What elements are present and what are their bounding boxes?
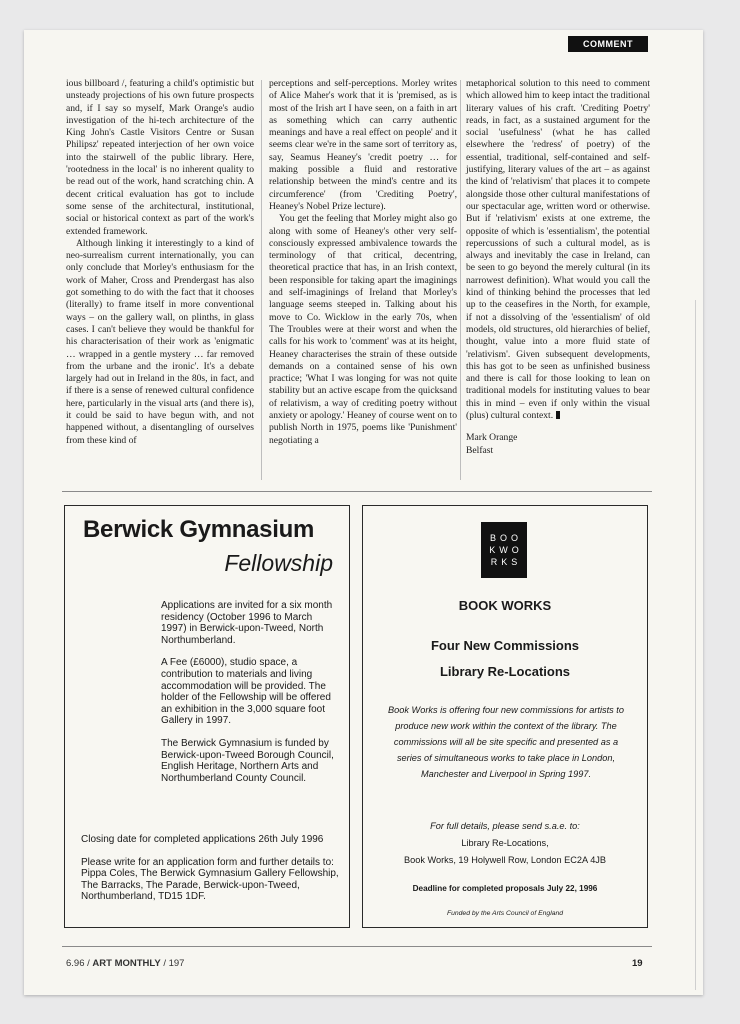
article-paragraph: ious billboard /, featuring a child's optimistic but unsteady projections of his own future prospects and, if I say so myself, Mark Orange's audio investigation of the hi-tech architecture of the King John's Castle Visitors Centre or Susan Philipsz' repeated interjection of her own voice into the stairwell of the public library. Here, 'rootedness in the local' is no inherent quality to be read out of the work, hand scratching chin. A decent critical evaluation has got to include some sense of the architectural, institutional, social or historical context as part of the work's extended framework. (66, 78, 254, 237)
issue-date: 6.96 (66, 958, 85, 969)
article-column-2 (269, 78, 457, 447)
berwick-paragraph: Applications are invited for a six month residency (October 1996 to March 1997) in Berwick-upon-Tweed, North Northumberland. (161, 600, 333, 646)
berwick-paragraph: A Fee (£6000), studio space, a contribution to materials and living accommodation will be provided. The holder of the Fellowship will be offered an exhibition in the 3,000 square foot Gallery in 1997. (161, 657, 331, 727)
byline (466, 432, 650, 457)
article-column-1 (66, 78, 254, 447)
bookworks-funded-by: Funded by the Arts Council of England (446, 910, 564, 917)
article-paragraph: You get the feeling that Morley might also go along with some of Heaney's other very self-consciously expressed ambivalence towards the terminology of that critical, decentring, theoretical practice that has, in an Irish context, been responsible for taking apart the imaginings and self-imaginings of Ireland that Morley's language seems steeped in. Talking about his move to Co. Wicklow in the early 70s, when The Troubles were at their worst and when the calls for his work to 'comment' was at its height, Heaney characterises the strain of these outside demands on a contained sense of his own practice; 'What I was longing for was not quite stability but an active escape from the quicksand of relativism, a way of crediting poetry without anxiety or apology.' Heaney of course went on to publish North in 1975, poems like 'Punishment' negotiating a (269, 213, 457, 446)
bookworks-address-line-1: Library Re-Locations, (461, 838, 549, 848)
bookworks-headline-2: Library Re-Locations (439, 664, 571, 679)
logo-line: KWO (489, 545, 523, 555)
berwick-subtitle: Fellowship (224, 550, 333, 576)
berwick-body (161, 600, 339, 795)
bookworks-deadline: Deadline for completed proposals July 22, 1996 (412, 884, 598, 893)
article-paragraph-text: metaphorical solution to this need to comment which allowed him to keep intact the traditional literary values of his craft. 'Crediting Poetry' reads, in fact, as a sustained argument for the social 'usefulness' (what he has called elsewhere the 'redress' of poetry) of the essential, traditional, self-contained and self-justifying, literary values of the art – as against the kind of 'relativism' that places it to compete alongside those other cultural manifestations of our spectacular age, written word or otherwise. But if 'relativism' exists at one extreme, the opposite of which is 'essentialism', the potential repercussions of such a cultural model, as is always and inevitably the case in Ireland, can be seen to go beyond the merely cultural (in its narrowest definition). What would you call the kind of thinking behind the processes that led up to the ceasefires in the North, for example, if not a dissolving of the 'essentialism' of old models, old structures, old hierarchies of belief, thought, value into a more fluid state of 'relativism'. Given subsequent developments, this has got to be seen as unfinished business and there is call for those looking to lean on traditional models for instituting values to bear this in mind – even if only within the visual (plus) cultural context. (466, 78, 650, 422)
article-paragraph (466, 78, 650, 422)
bookworks-details (363, 818, 647, 869)
issue-number: 197 (168, 958, 185, 969)
berwick-contact: Please write for an application form and further details to: Pippa Coles, The Berwick Gymnasium Gallery Fellowship, The Barracks, The Parade, Berwick-upon-Tweed, Northumberland, TD15 1DF. (81, 856, 339, 903)
article-bottom-rule (62, 491, 652, 492)
article-paragraph: perceptions and self-perceptions. Morley writes of Alice Maher's work that it is 'premised, as is most of the Irish art I have seen, on a faith in art as something which can carry authentic meanings and have a real effect on people' and it seems clear we're in the same sort of territory as, say, Seamus Heaney's 'credit poetry … for making possible a fluid and restorative relationship between the mind's centre and its circumference' (from 'Crediting Poetry', Heaney's Nobel Prize lecture). (269, 78, 457, 212)
berwick-advert (64, 505, 350, 928)
bookworks-address-line-2: Book Works, 19 Holywell Row, London EC2A 4JB (403, 855, 607, 865)
column-divider (261, 80, 262, 480)
bookworks-description: Book Works is offering four new commissions for artists to produce new work within the context of the library. The commissions will all be site specific and presented as a series of simultaneous works to take place in London, Manchester and Liverpool in Spring 1997. (388, 705, 624, 779)
section-tag: COMMENT (568, 36, 648, 52)
author-name: Mark Orange (466, 432, 518, 444)
logo-line: RKS (490, 557, 522, 567)
end-mark-icon (556, 411, 560, 419)
bookworks-logo (481, 522, 527, 578)
folio-issue: 6.96 / ART MONTHLY / 197 (66, 958, 185, 969)
logo-line: BOO (489, 533, 522, 543)
author-location: Belfast (466, 444, 494, 456)
column-divider (460, 80, 461, 480)
article-column-3 (466, 78, 650, 457)
bookworks-headline-1: Four New Commissions (430, 638, 580, 653)
bookworks-name: BOOK WORKS (458, 598, 552, 613)
bookworks-details-intro: For full details, please send s.a.e. to: (430, 821, 580, 831)
footer-rule (62, 946, 652, 947)
page-fold-line (695, 300, 696, 990)
page-number: 19 (632, 958, 643, 969)
berwick-title: Berwick Gymnasium (83, 516, 314, 543)
article-paragraph: Although linking it interestingly to a kind of neo-surrealism current internationally, you can only conclude that Morley's enthusiasm for the work of Maher, Cross and Prendergast has also got something to do with the fact that it chooses (literally) to frame itself in more conventional ways – on the gallery wall, on plinths, in glass cases. I can't believe they would be thankful for his characterisation of their work as 'enigmatic … wrapped in a gentle mystery … far removed from the urbane and the ironic'. It's a debate largely had out in Ireland in the 80s, in fact, and if there is a sense of renewed cultural confidence here, particularly in the visual arts (and there is), it could be said to have begun with, and not happened without, a disentangling of ourselves from these kind of (66, 237, 254, 446)
bookworks-advert (362, 505, 648, 928)
berwick-footer (81, 834, 339, 914)
berwick-closing-date: Closing date for completed applications 26th July 1996 (81, 834, 324, 845)
berwick-paragraph: The Berwick Gymnasium is funded by Berwick-upon-Tweed Borough Council, English Heritage, Northern Arts and Northumberland County Council. (161, 737, 334, 784)
magazine-name: ART MONTHLY (92, 958, 161, 969)
